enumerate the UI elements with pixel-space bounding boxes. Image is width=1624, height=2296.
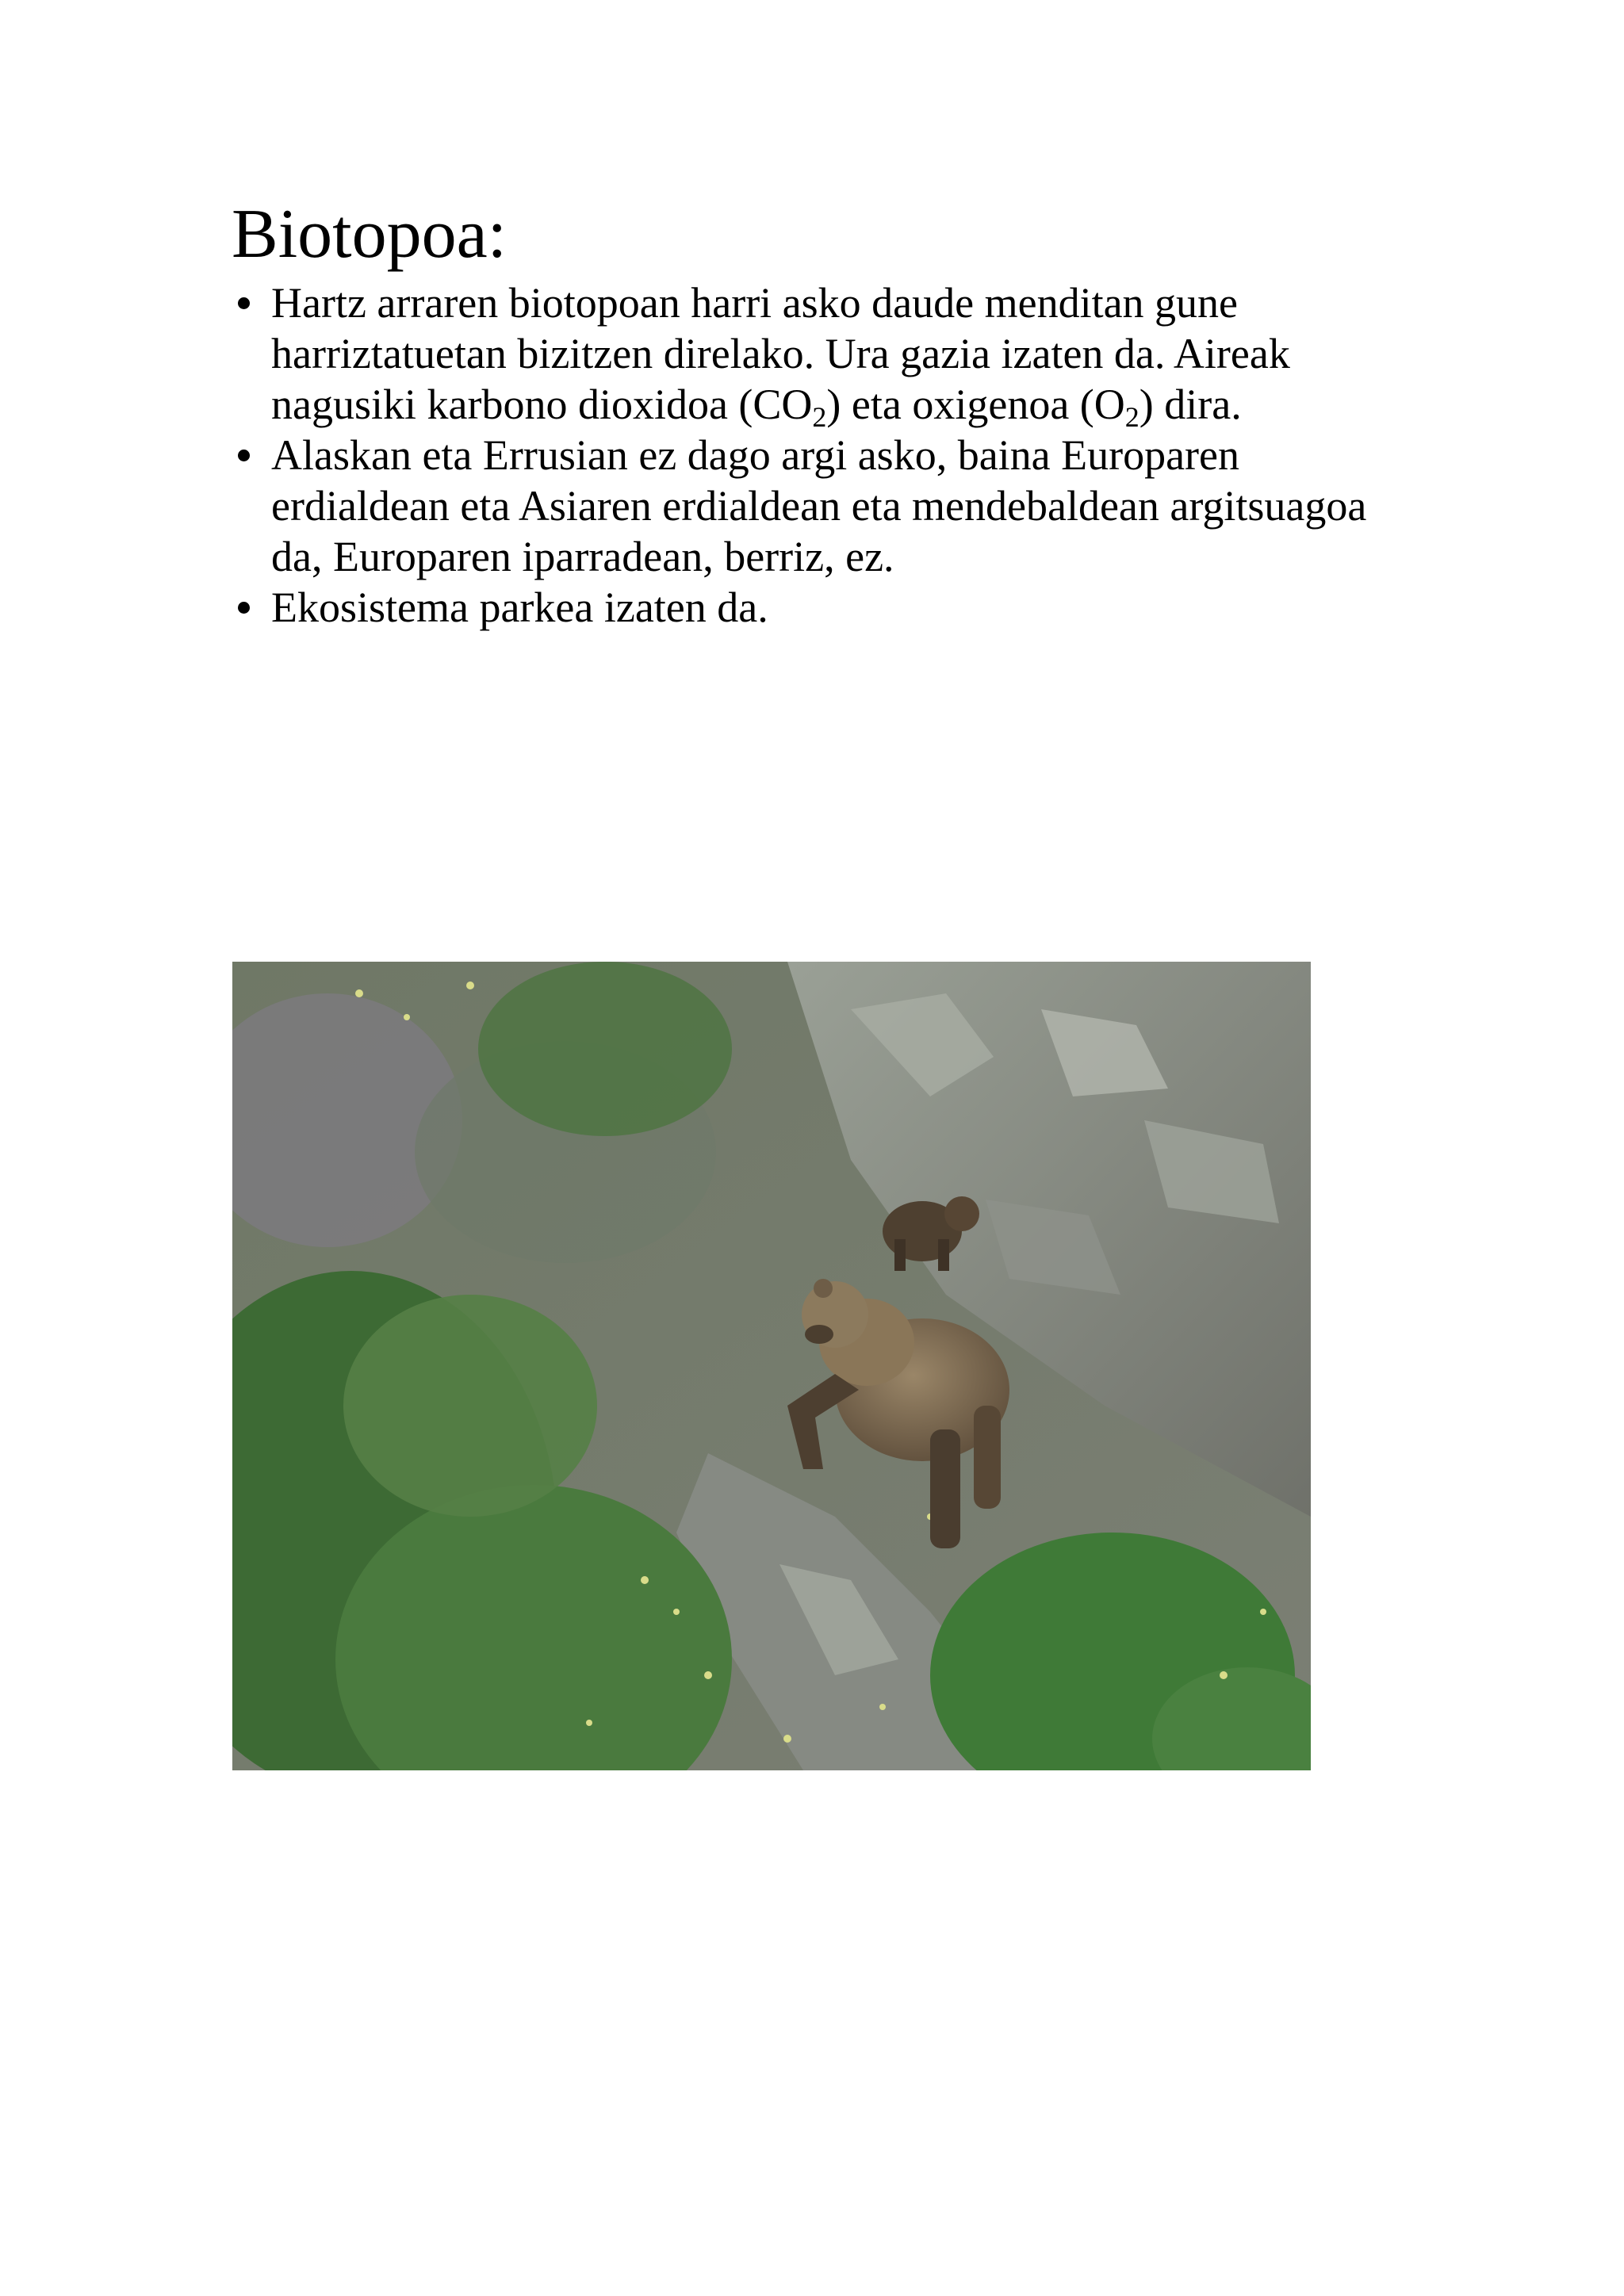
list-item-line <box>271 430 1421 480</box>
subscript: 2 <box>812 401 827 433</box>
text-run: harriztatuetan bizitzen direlako. Ura gazia izaten da. Aireak <box>271 330 1290 377</box>
list-item-line <box>271 328 1421 379</box>
list-item <box>232 430 1421 582</box>
bullet-dot-icon <box>238 602 250 614</box>
list-item-line <box>271 379 1421 433</box>
list-item <box>232 582 1421 633</box>
text-run: nagusiki karbono dioxidoa (CO <box>271 381 813 428</box>
text-run: da, Europaren iparradean, berriz, ez. <box>271 533 894 580</box>
text-run: Alaskan eta Errusian ez dago argi asko, baina Europaren <box>271 431 1240 479</box>
list-item-line <box>271 531 1421 582</box>
bear-photo-illustration <box>232 962 1311 1770</box>
subscript: 2 <box>1124 401 1139 433</box>
list-item <box>232 277 1421 433</box>
list-item-line <box>271 480 1421 531</box>
text-run: Ekosistema parkea izaten da. <box>271 584 768 631</box>
list-item-line <box>271 582 1421 633</box>
text-run: Hartz arraren biotopoan harri asko daude menditan gune <box>271 279 1239 327</box>
text-run: ) dira. <box>1139 381 1242 428</box>
page-title: Biotopoa: <box>232 196 508 273</box>
text-run: erdialdean eta Asiaren erdialdean eta mendebaldean argitsuagoa <box>271 482 1367 530</box>
bear-photo <box>232 962 1311 1770</box>
green-bush <box>343 1295 597 1517</box>
list-item-line <box>271 277 1421 328</box>
bullet-dot-icon <box>238 450 250 461</box>
bullet-dot-icon <box>238 297 250 309</box>
green-bush <box>478 962 732 1136</box>
text-run: ) eta oxigenoa (O <box>826 381 1125 428</box>
bullet-list <box>232 277 1421 633</box>
